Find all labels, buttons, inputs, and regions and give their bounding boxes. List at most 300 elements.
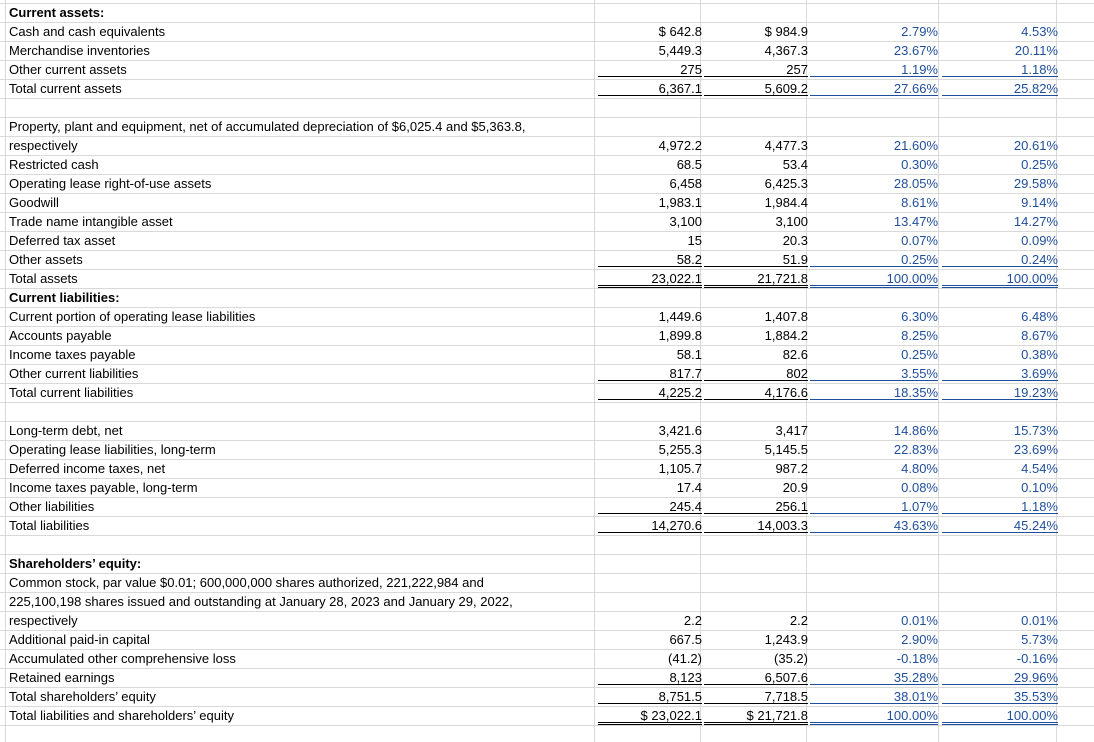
value-fy2022[interactable]	[598, 345, 702, 364]
row-label[interactable]: Other assets	[9, 252, 83, 267]
value-fy2022-text: 275	[598, 60, 702, 77]
row-label[interactable]: Other liabilities	[9, 499, 95, 514]
percent-fy2022-text: 35.28%	[810, 668, 938, 685]
table-row	[0, 611, 1094, 630]
percent-fy2021-text: 15.73%	[1013, 423, 1058, 438]
percent-fy2022[interactable]	[810, 383, 938, 402]
value-fy2022-text: 8,751.5	[598, 687, 702, 704]
value-fy2021[interactable]	[704, 193, 808, 212]
percent-fy2022[interactable]	[810, 307, 938, 326]
value-fy2022[interactable]	[598, 288, 702, 307]
percent-fy2022[interactable]	[810, 421, 938, 440]
table-row	[0, 687, 1094, 706]
row-label[interactable]: Accounts payable	[9, 328, 112, 343]
percent-fy2022[interactable]	[810, 193, 938, 212]
percent-fy2022-text: 28.05%	[893, 176, 938, 191]
value-fy2022[interactable]	[598, 630, 702, 649]
percent-fy2021[interactable]	[942, 516, 1058, 535]
percent-fy2022-text: 1.07%	[810, 497, 938, 514]
value-fy2022[interactable]	[598, 478, 702, 497]
value-fy2021[interactable]	[704, 630, 808, 649]
value-fy2022[interactable]	[598, 212, 702, 231]
row-label[interactable]: Property, plant and equipment, net of accumulated depreciation of $6,025.4 and $5,363.8,	[9, 119, 526, 134]
percent-fy2022[interactable]	[810, 136, 938, 155]
percent-fy2021[interactable]	[942, 535, 1058, 554]
table-row	[0, 174, 1094, 193]
value-fy2021-text: 4,477.3	[764, 138, 808, 153]
percent-fy2022-text: 22.83%	[893, 442, 938, 457]
row-label[interactable]: Total current assets	[9, 81, 122, 96]
row-label[interactable]: Deferred income taxes, net	[9, 461, 166, 476]
percent-fy2021[interactable]	[942, 60, 1058, 79]
value-fy2022-text: 817.7	[598, 364, 702, 381]
value-fy2021-text: 82.6	[782, 347, 808, 362]
row-label[interactable]: Accumulated other comprehensive loss	[9, 651, 236, 666]
value-fy2022-text: 245.4	[598, 497, 702, 514]
percent-fy2021[interactable]	[942, 706, 1058, 725]
percent-fy2022[interactable]	[810, 516, 938, 535]
value-fy2021[interactable]	[704, 687, 808, 706]
percent-fy2021[interactable]	[942, 98, 1058, 117]
row-label[interactable]: Current liabilities:	[9, 290, 120, 305]
table-row	[0, 307, 1094, 326]
value-fy2022-text: 667.5	[669, 632, 702, 647]
value-fy2021-text	[704, 98, 808, 114]
value-fy2022-text: 5,449.3	[658, 43, 702, 58]
value-fy2021-text: $ 21,721.8	[704, 706, 808, 725]
table-row	[0, 3, 1094, 22]
value-fy2021[interactable]	[704, 497, 808, 516]
percent-fy2021[interactable]	[942, 326, 1058, 345]
percent-fy2022[interactable]	[810, 22, 938, 41]
percent-fy2021-text: 25.82%	[942, 79, 1058, 96]
value-fy2021[interactable]	[704, 459, 808, 478]
value-fy2022[interactable]	[598, 459, 702, 478]
value-fy2021-text: 51.9	[704, 250, 808, 267]
value-fy2021[interactable]	[704, 535, 808, 554]
percent-fy2022[interactable]	[810, 573, 938, 592]
value-fy2022-text	[598, 3, 702, 19]
value-fy2022[interactable]	[598, 98, 702, 117]
row-label[interactable]: Operating lease liabilities, long-term	[9, 442, 216, 457]
value-fy2022-text: 3,100	[669, 214, 702, 229]
value-fy2021-text: 4,367.3	[764, 43, 808, 58]
value-fy2021[interactable]	[704, 706, 808, 725]
table-row	[0, 250, 1094, 269]
value-fy2021[interactable]	[704, 364, 808, 383]
value-fy2022[interactable]	[598, 3, 702, 22]
value-fy2021[interactable]	[704, 592, 808, 611]
value-fy2022[interactable]	[598, 535, 702, 554]
table-row	[0, 98, 1094, 117]
table-row	[0, 535, 1094, 554]
value-fy2022-text: 68.5	[676, 157, 702, 172]
percent-fy2021-text: -0.16%	[1016, 651, 1058, 666]
row-label[interactable]: respectively	[9, 138, 78, 153]
table-row	[0, 117, 1094, 136]
value-fy2021[interactable]	[704, 117, 808, 136]
value-fy2022-text: 1,983.1	[658, 195, 702, 210]
percent-fy2021[interactable]	[942, 402, 1058, 421]
value-fy2021[interactable]	[704, 174, 808, 193]
value-fy2022[interactable]	[598, 41, 702, 60]
percent-fy2021-text: 19.23%	[942, 383, 1058, 400]
table-row	[0, 60, 1094, 79]
percent-fy2022-text: 27.66%	[810, 79, 938, 96]
percent-fy2021-text	[942, 3, 1058, 19]
value-fy2021[interactable]	[704, 155, 808, 174]
value-fy2021[interactable]	[704, 98, 808, 117]
value-fy2022-text: 2.2	[683, 613, 702, 628]
percent-fy2021[interactable]	[942, 649, 1058, 668]
percent-fy2022[interactable]	[810, 459, 938, 478]
table-row	[0, 649, 1094, 668]
table-row	[0, 383, 1094, 402]
percent-fy2021[interactable]	[942, 459, 1058, 478]
table-row	[0, 630, 1094, 649]
value-fy2021-text: 1,407.8	[764, 309, 808, 324]
percent-fy2021[interactable]	[942, 307, 1058, 326]
value-fy2022[interactable]	[598, 668, 702, 687]
value-fy2022[interactable]	[598, 250, 702, 269]
percent-fy2022[interactable]	[810, 155, 938, 174]
percent-fy2022-text	[810, 573, 938, 589]
value-fy2021[interactable]	[704, 440, 808, 459]
value-fy2022[interactable]	[598, 79, 702, 98]
value-fy2021[interactable]	[704, 516, 808, 535]
percent-fy2021[interactable]	[942, 554, 1058, 573]
percent-fy2022[interactable]	[810, 611, 938, 630]
value-fy2022-text	[598, 117, 702, 133]
row-label[interactable]: 225,100,198 shares issued and outstanding at January 28, 2023 and January 29, 2022,	[9, 594, 513, 609]
percent-fy2021-text	[942, 288, 1058, 304]
percent-fy2021-text: 1.18%	[942, 497, 1058, 514]
percent-fy2021[interactable]	[942, 79, 1058, 98]
percent-fy2021[interactable]	[942, 345, 1058, 364]
percent-fy2021[interactable]	[942, 117, 1058, 136]
row-label[interactable]: Total liabilities	[9, 518, 90, 533]
value-fy2022-text	[598, 535, 702, 551]
percent-fy2022[interactable]	[810, 326, 938, 345]
percent-fy2022-text: 3.55%	[810, 364, 938, 381]
value-fy2021-text: 3,417	[775, 423, 808, 438]
table-row	[0, 41, 1094, 60]
value-fy2021-text: 4,176.6	[704, 383, 808, 400]
value-fy2022[interactable]	[598, 22, 702, 41]
value-fy2022[interactable]	[598, 421, 702, 440]
percent-fy2021[interactable]	[942, 231, 1058, 250]
value-fy2022[interactable]	[598, 611, 702, 630]
value-fy2022-text: $ 23,022.1	[598, 706, 702, 725]
value-fy2022[interactable]	[598, 60, 702, 79]
percent-fy2021[interactable]	[942, 383, 1058, 402]
row-label[interactable]: Total assets	[9, 271, 78, 286]
value-fy2022[interactable]	[598, 117, 702, 136]
row-label[interactable]: Trade name intangible asset	[9, 214, 173, 229]
value-fy2021[interactable]	[704, 573, 808, 592]
row-label[interactable]: Total shareholders’ equity	[9, 689, 156, 704]
percent-fy2021[interactable]	[942, 421, 1058, 440]
row-label[interactable]: Common stock, par value $0.01; 600,000,000 shares authorized, 221,222,984 and	[9, 575, 484, 590]
percent-fy2022-text: -0.18%	[896, 651, 938, 666]
value-fy2021-text	[704, 535, 808, 551]
value-fy2022[interactable]	[598, 155, 702, 174]
percent-fy2021[interactable]	[942, 136, 1058, 155]
percent-fy2021[interactable]	[942, 288, 1058, 307]
percent-fy2021[interactable]	[942, 497, 1058, 516]
row-label[interactable]: Other current liabilities	[9, 366, 139, 381]
value-fy2022[interactable]	[598, 573, 702, 592]
row-label[interactable]: Total current liabilities	[9, 385, 134, 400]
value-fy2022-text	[598, 573, 702, 589]
percent-fy2021-text: 45.24%	[942, 516, 1058, 533]
percent-fy2022[interactable]	[810, 630, 938, 649]
percent-fy2022[interactable]	[810, 440, 938, 459]
row-label[interactable]: Goodwill	[9, 195, 59, 210]
percent-fy2022[interactable]	[810, 3, 938, 22]
value-fy2021-text: 3,100	[775, 214, 808, 229]
percent-fy2022[interactable]	[810, 250, 938, 269]
value-fy2022[interactable]	[598, 364, 702, 383]
value-fy2022-text: 6,367.1	[598, 79, 702, 96]
percent-fy2022-text	[810, 3, 938, 19]
percent-fy2021[interactable]	[942, 269, 1058, 288]
value-fy2021[interactable]	[704, 231, 808, 250]
percent-fy2022[interactable]	[810, 98, 938, 117]
percent-fy2021-text	[942, 573, 1058, 589]
percent-fy2021-text: 20.61%	[1013, 138, 1058, 153]
value-fy2021[interactable]	[704, 554, 808, 573]
percent-fy2022-text: 21.60%	[893, 138, 938, 153]
row-label[interactable]: Income taxes payable	[9, 347, 136, 362]
percent-fy2022[interactable]	[810, 592, 938, 611]
value-fy2022[interactable]	[598, 497, 702, 516]
percent-fy2022[interactable]	[810, 364, 938, 383]
value-fy2021-text: 21,721.8	[704, 269, 808, 288]
percent-fy2022[interactable]	[810, 668, 938, 687]
value-fy2022-text: 5,255.3	[658, 442, 702, 457]
percent-fy2021[interactable]	[942, 687, 1058, 706]
value-fy2021-text: 20.3	[782, 233, 808, 248]
value-fy2022[interactable]	[598, 687, 702, 706]
value-fy2021-text	[704, 288, 808, 304]
value-fy2022-text	[598, 288, 702, 304]
value-fy2021-text	[704, 402, 808, 418]
percent-fy2022[interactable]	[810, 79, 938, 98]
value-fy2022[interactable]	[598, 231, 702, 250]
value-fy2022-text	[598, 98, 702, 114]
percent-fy2021-text: 29.96%	[942, 668, 1058, 685]
percent-fy2021-text: 4.53%	[1021, 24, 1058, 39]
percent-fy2021[interactable]	[942, 364, 1058, 383]
table-row	[0, 478, 1094, 497]
value-fy2021[interactable]	[704, 136, 808, 155]
percent-fy2022[interactable]	[810, 706, 938, 725]
value-fy2021[interactable]	[704, 250, 808, 269]
percent-fy2022-text: 100.00%	[810, 269, 938, 288]
value-fy2021[interactable]	[704, 383, 808, 402]
percent-fy2021[interactable]	[942, 155, 1058, 174]
value-fy2022-text: 58.2	[598, 250, 702, 267]
row-label[interactable]: Income taxes payable, long-term	[9, 480, 198, 495]
percent-fy2022[interactable]	[810, 212, 938, 231]
percent-fy2021[interactable]	[942, 668, 1058, 687]
percent-fy2021-text: 3.69%	[942, 364, 1058, 381]
table-row	[0, 326, 1094, 345]
percent-fy2021[interactable]	[942, 174, 1058, 193]
value-fy2021[interactable]	[704, 421, 808, 440]
percent-fy2021-text: 0.38%	[1021, 347, 1058, 362]
value-fy2022[interactable]	[598, 174, 702, 193]
value-fy2021-text	[704, 592, 808, 608]
percent-fy2022-text: 0.08%	[901, 480, 938, 495]
value-fy2022-text: 4,225.2	[598, 383, 702, 400]
percent-fy2022-text: 0.30%	[901, 157, 938, 172]
table-row	[0, 231, 1094, 250]
percent-fy2021-text: 23.69%	[1013, 442, 1058, 457]
row-label[interactable]: Current assets:	[9, 5, 105, 20]
percent-fy2022-text	[810, 554, 938, 570]
value-fy2022[interactable]	[598, 326, 702, 345]
percent-fy2022[interactable]	[810, 231, 938, 250]
row-label[interactable]: Current portion of operating lease liabilities	[9, 309, 256, 324]
value-fy2021[interactable]	[704, 326, 808, 345]
percent-fy2022-text	[810, 535, 938, 551]
table-row	[0, 345, 1094, 364]
row-label[interactable]: respectively	[9, 613, 78, 628]
row-label[interactable]: Operating lease right-of-use assets	[9, 176, 212, 191]
value-fy2022[interactable]	[598, 307, 702, 326]
value-fy2021[interactable]	[704, 611, 808, 630]
percent-fy2021[interactable]	[942, 3, 1058, 22]
row-label[interactable]: Additional paid-in capital	[9, 632, 150, 647]
value-fy2022-text: $ 642.8	[658, 24, 702, 39]
percent-fy2021[interactable]	[942, 212, 1058, 231]
value-fy2022-text	[598, 592, 702, 608]
row-label[interactable]: Retained earnings	[9, 670, 115, 685]
value-fy2021[interactable]	[704, 307, 808, 326]
value-fy2021[interactable]	[704, 402, 808, 421]
percent-fy2021[interactable]	[942, 22, 1058, 41]
value-fy2022[interactable]	[598, 516, 702, 535]
value-fy2021[interactable]	[704, 60, 808, 79]
percent-fy2021[interactable]	[942, 611, 1058, 630]
value-fy2021-text: 987.2	[775, 461, 808, 476]
value-fy2021[interactable]	[704, 345, 808, 364]
percent-fy2022[interactable]	[810, 687, 938, 706]
percent-fy2021[interactable]	[942, 41, 1058, 60]
percent-fy2021[interactable]	[942, 592, 1058, 611]
percent-fy2022-text	[810, 288, 938, 304]
percent-fy2022[interactable]	[810, 60, 938, 79]
table-row	[0, 573, 1094, 592]
row-label[interactable]: Restricted cash	[9, 157, 99, 172]
percent-fy2021[interactable]	[942, 573, 1058, 592]
percent-fy2022-text: 13.47%	[893, 214, 938, 229]
percent-fy2021[interactable]	[942, 478, 1058, 497]
value-fy2021[interactable]	[704, 79, 808, 98]
value-fy2021[interactable]	[704, 41, 808, 60]
value-fy2022[interactable]	[598, 706, 702, 725]
row-label[interactable]: Long-term debt, net	[9, 423, 123, 438]
value-fy2022-text: 4,972.2	[658, 138, 702, 153]
percent-fy2022-text: 0.25%	[810, 250, 938, 267]
value-fy2022-text: 8,123	[598, 668, 702, 685]
value-fy2021[interactable]	[704, 3, 808, 22]
percent-fy2022[interactable]	[810, 288, 938, 307]
percent-fy2022-text: 4.80%	[901, 461, 938, 476]
value-fy2022[interactable]	[598, 193, 702, 212]
percent-fy2022[interactable]	[810, 41, 938, 60]
value-fy2021-text	[704, 573, 808, 589]
percent-fy2021-text	[942, 592, 1058, 608]
percent-fy2022-text	[810, 98, 938, 114]
value-fy2022[interactable]	[598, 269, 702, 288]
row-label[interactable]: Other current assets	[9, 62, 127, 77]
row-label[interactable]: Merchandise inventories	[9, 43, 150, 58]
value-fy2021[interactable]	[704, 212, 808, 231]
value-fy2021[interactable]	[704, 22, 808, 41]
percent-fy2022[interactable]	[810, 345, 938, 364]
percent-fy2022-text: 23.67%	[893, 43, 938, 58]
value-fy2021-text: 1,884.2	[764, 328, 808, 343]
percent-fy2022[interactable]	[810, 497, 938, 516]
value-fy2022[interactable]	[598, 402, 702, 421]
value-fy2021[interactable]	[704, 478, 808, 497]
value-fy2022[interactable]	[598, 592, 702, 611]
value-fy2021-text: 802	[704, 364, 808, 381]
value-fy2022[interactable]	[598, 649, 702, 668]
percent-fy2022-text: 1.19%	[810, 60, 938, 77]
percent-fy2022[interactable]	[810, 174, 938, 193]
percent-fy2021[interactable]	[942, 630, 1058, 649]
percent-fy2021[interactable]	[942, 193, 1058, 212]
percent-fy2022[interactable]	[810, 402, 938, 421]
percent-fy2022[interactable]	[810, 478, 938, 497]
percent-fy2022[interactable]	[810, 649, 938, 668]
table-row	[0, 22, 1094, 41]
percent-fy2022[interactable]	[810, 117, 938, 136]
percent-fy2021-text	[942, 98, 1058, 114]
percent-fy2021[interactable]	[942, 440, 1058, 459]
value-fy2022-text: 6,458	[669, 176, 702, 191]
value-fy2021[interactable]	[704, 649, 808, 668]
value-fy2021[interactable]	[704, 269, 808, 288]
value-fy2021[interactable]	[704, 288, 808, 307]
table-row	[0, 440, 1094, 459]
row-label[interactable]: Shareholders’ equity:	[9, 556, 142, 571]
value-fy2022[interactable]	[598, 136, 702, 155]
percent-fy2021[interactable]	[942, 250, 1058, 269]
percent-fy2021-text	[942, 402, 1058, 418]
value-fy2022-text: 1,105.7	[658, 461, 702, 476]
percent-fy2022[interactable]	[810, 269, 938, 288]
row-label[interactable]: Total liabilities and shareholders’ equity	[9, 708, 234, 723]
row-label[interactable]: Cash and cash equivalents	[9, 24, 166, 39]
value-fy2022[interactable]	[598, 440, 702, 459]
value-fy2022-text: 17.4	[676, 480, 702, 495]
percent-fy2022[interactable]	[810, 535, 938, 554]
percent-fy2021-text: 29.58%	[1013, 176, 1058, 191]
percent-fy2021-text: 0.09%	[1021, 233, 1058, 248]
row-label[interactable]: Deferred tax asset	[9, 233, 116, 248]
value-fy2022[interactable]	[598, 554, 702, 573]
percent-fy2021-text: 1.18%	[942, 60, 1058, 77]
percent-fy2022[interactable]	[810, 554, 938, 573]
value-fy2021[interactable]	[704, 668, 808, 687]
percent-fy2022-text: 0.07%	[901, 233, 938, 248]
value-fy2022[interactable]	[598, 383, 702, 402]
